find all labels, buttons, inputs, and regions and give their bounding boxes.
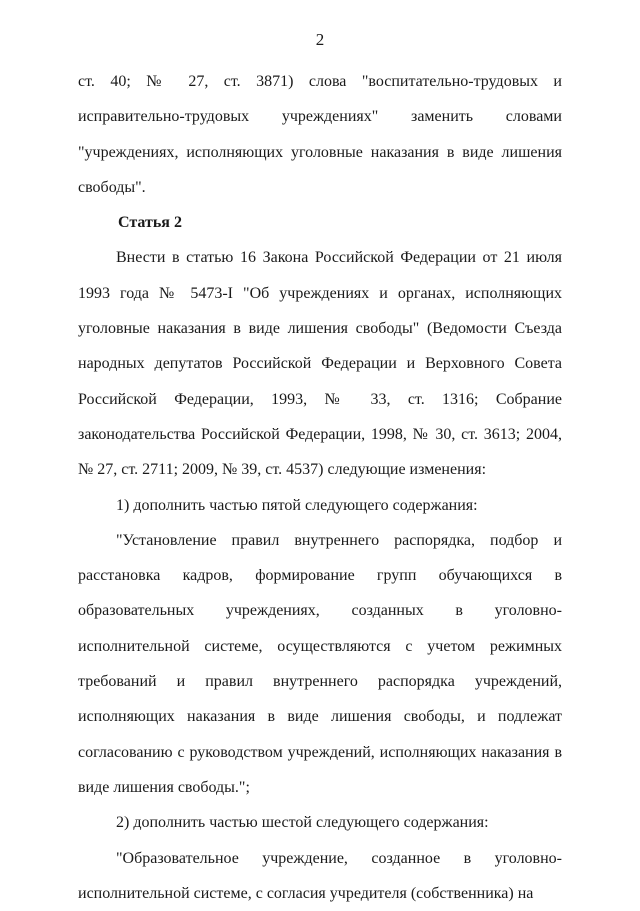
list-item-1: 1) дополнить частью пятой следующего содержания: <box>116 496 478 514</box>
quote-part-five: "Установление правил внутреннего распорядка, подбор и расстановка кадров, формирование групп обучающихся в образовательных учреждениях, созданных в уголовно-исполнительной системе, осуществляются с учетом режимных требований и правил внутреннего распорядка учреждений, исполняющих наказания в виде лишения свободы, и подлежат согласованию с руководством учреждений, исполняющих наказания в виде лишения свободы."; <box>78 531 562 796</box>
page-number: 2 <box>315 30 325 49</box>
document-body <box>78 64 562 911</box>
article-heading: Статья 2 <box>118 214 182 232</box>
quote-part-six: "Образовательное учреждение, созданное в уголовно-исполнительной системе, с согласия учредителя (собственника) на <box>78 849 562 902</box>
paragraph-continuation: ст. 40; № 27, ст. 3871) слова "воспитательно-трудовых и исправительно-трудовых учреждениях" заменить словами "учреждениях, исполняющих уголовные наказания в виде лишения свободы". <box>78 73 562 196</box>
list-item-2: 2) дополнить частью шестой следующего содержания: <box>116 814 489 832</box>
paragraph-amendment-intro: Внести в статью 16 Закона Российской Федерации от 21 июля 1993 года № 5473-I "Об учреждениях и органах, исполняющих уголовные наказания в виде лишения свободы" (Ведомости Съезда народных депутатов Российской Федерации и Верховного Совета Российской Федерации, 1993, № 33, ст. 1316; Собрание законодательства Российской Федерации, 1998, № 30, ст. 3613; 2004, № 27, ст. 2711; 2009, № 39, ст. 4537) следующие изменения: <box>78 249 562 479</box>
